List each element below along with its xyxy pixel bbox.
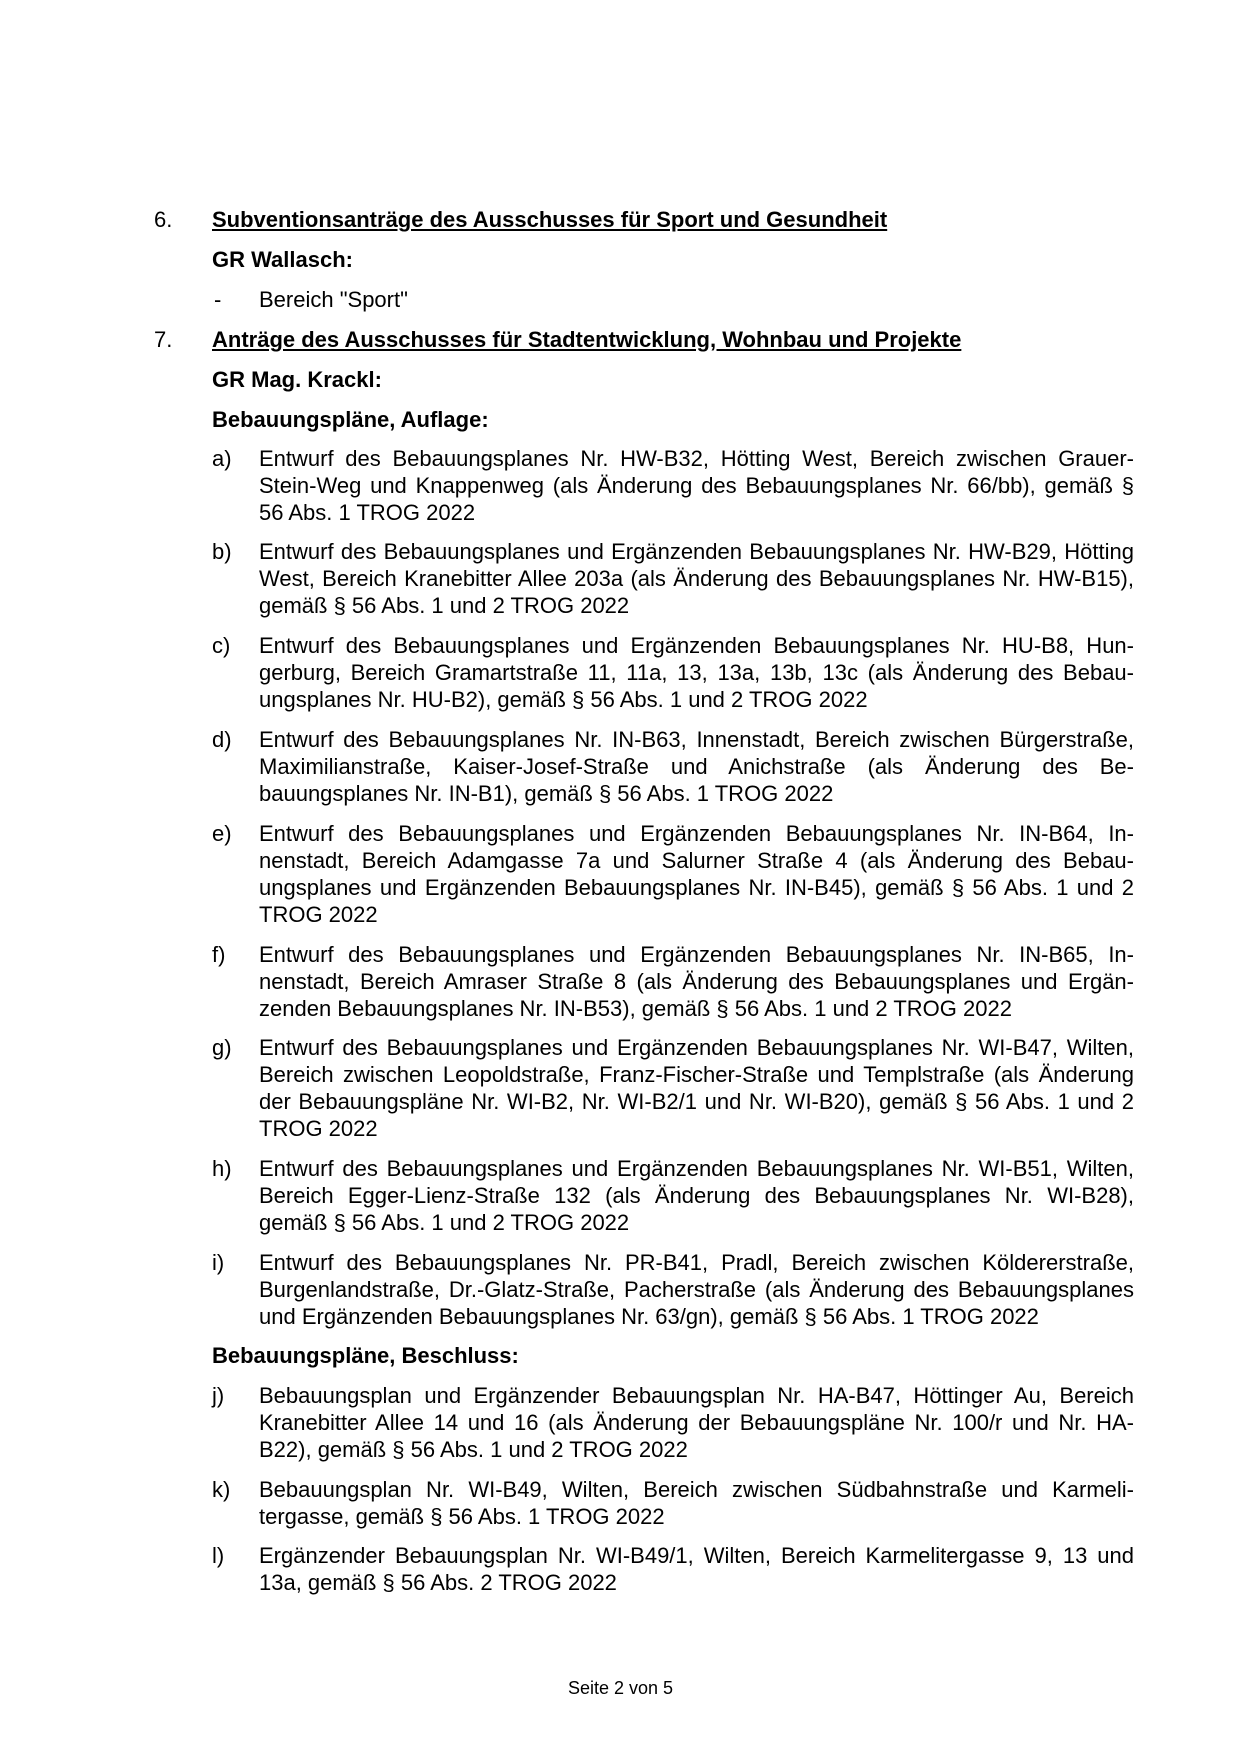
list-item-l [212,1542,1134,1596]
section-speaker-7: GR Mag. Krackl: [212,367,382,392]
section-speaker-6: GR Wallasch: [212,247,353,272]
list-item-text: Entwurf des Bebauungsplanes und Ergänzenden Bebauungsplanes Nr. IN-B64, Innenstadt, Bereich Adamgasse 7a und Salurner Straße 4 (als Änderung des Bebauungsplanes und Ergänzenden Bebauungsplanes Nr. IN-B45), gemäß § 56 Abs. 1 und 2 TROG 2022 [259,821,1134,927]
list-item-a [212,445,1134,526]
list-item-g [212,1034,1134,1142]
list-item-text: Bebauungsplan Nr. WI-B49, Wilten, Bereich zwischen Südbahnstraße und Karmelitergasse, gemäß § 56 Abs. 1 TROG 2022 [259,1477,1134,1529]
list-item-letter: c) [212,633,231,658]
list-item-letter: a) [212,446,232,471]
list-item-letter: g) [212,1035,232,1060]
list-item-letter: i) [212,1250,225,1275]
bullet-item-sport: Bereich "Sport" [259,287,408,312]
page-footer: Seite 2 von 5 [567,1678,674,1698]
list-item-i [212,1249,1134,1330]
list-item-letter: e) [212,821,232,846]
section-number-6: 6. [154,207,173,232]
list-item-text: Entwurf des Bebauungsplanes Nr. HW-B32, Hötting West, Bereich zwischen Grauer-Stein-Weg und Knappenweg (als Änderung des Bebauungsplanes Nr. 66/bb), gemäß § 56 Abs. 1 TROG 2022 [259,446,1134,525]
list-item-b [212,538,1134,619]
bullet-dash: - [214,287,222,312]
list-item-letter: f) [212,942,226,967]
list-item-text: Entwurf des Bebauungsplanes und Ergänzenden Bebauungsplanes Nr. WI-B47, Wilten, Bereich zwischen Leopoldstraße, Franz-Fischer-Straße und Templstraße (als Änderung der Bebauungspläne Nr. WI-B2, Nr. WI-B2/1 und Nr. WI-B20), gemäß § 56 Abs. 1 und 2 TROG 2022 [259,1035,1134,1141]
list-item-k [212,1476,1134,1530]
list-item-text: Entwurf des Bebauungsplanes Nr. IN-B63, Innenstadt, Bereich zwischen Bürgerstraße, Maximilianstraße, Kaiser-Josef-Straße und Anichstraße (als Änderung des Bebauungsplanes Nr. IN-B1), gemäß § 56 Abs. 1 TROG 2022 [259,727,1134,806]
section-number-7: 7. [154,327,173,352]
list-item-letter: b) [212,539,232,564]
list-item-j [212,1382,1134,1463]
list-item-f [212,941,1134,1022]
list-item-c [212,632,1134,713]
list-item-letter: d) [212,727,232,752]
list-item-letter: j) [212,1383,225,1408]
list-item-text: Entwurf des Bebauungsplanes Nr. PR-B41, Pradl, Bereich zwischen Köldererstraße, Burgenlandstraße, Dr.-Glatz-Straße, Pacherstraße (als Änderung des Bebauungsplanes und Ergänzenden Bebauungsplanes Nr. 63/gn), gemäß § 56 Abs. 1 TROG 2022 [259,1250,1134,1329]
list-item-text: Entwurf des Bebauungsplanes und Ergänzenden Bebauungsplanes Nr. IN-B65, Innenstadt, Bereich Amraser Straße 8 (als Änderung des Bebauungsplanes und Ergänzenden Bebauungsplanes Nr. IN-B53), gemäß § 56 Abs. 1 und 2 TROG 2022 [259,942,1134,1021]
list-item-letter: l) [212,1543,225,1568]
list-item-letter: k) [212,1477,231,1502]
list-item-text: Entwurf des Bebauungsplanes und Ergänzenden Bebauungsplanes Nr. WI-B51, Wilten, Bereich Egger-Lienz-Straße 132 (als Änderung des Bebauungsplanes Nr. WI-B28), gemäß § 56 Abs. 1 und 2 TROG 2022 [259,1156,1134,1235]
list-item-d [212,726,1134,807]
section-title-7: Anträge des Ausschusses für Stadtentwicklung, Wohnbau und Projekte [212,327,962,352]
group-title-beschluss: Bebauungspläne, Beschluss: [212,1343,519,1368]
list-item-h [212,1155,1134,1236]
list-item-text: Ergänzender Bebauungsplan Nr. WI-B49/1, Wilten, Bereich Karmelitergasse 9, 13 und 13a, gemäß § 56 Abs. 2 TROG 2022 [259,1543,1134,1595]
group-title-auflage: Bebauungspläne, Auflage: [212,407,489,432]
list-item-text: Bebauungsplan und Ergänzender Bebauungsplan Nr. HA-B47, Höttinger Au, Bereich Kranebitter Allee 14 und 16 (als Änderung der Bebauungspläne Nr. 100/r und Nr. HA-B22), gemäß § 56 Abs. 1 und 2 TROG 2022 [259,1383,1134,1462]
list-item-e [212,820,1134,928]
list-item-text: Entwurf des Bebauungsplanes und Ergänzenden Bebauungsplanes Nr. HU-B8, Hungerburg, Bereich Gramartstraße 11, 11a, 13, 13a, 13b, 13c (als Änderung des Bebauungsplanes Nr. HU-B2), gemäß § 56 Abs. 1 und 2 TROG 2022 [259,633,1134,712]
section-title-6: Subventionsanträge des Ausschusses für Sport und Gesundheit [212,207,888,232]
list-item-letter: h) [212,1156,232,1181]
list-item-text: Entwurf des Bebauungsplanes und Ergänzenden Bebauungsplanes Nr. HW-B29, Hötting West, Bereich Kranebitter Allee 203a (als Änderung des Bebauungsplanes Nr. HW-B15), gemäß § 56 Abs. 1 und 2 TROG 2022 [259,539,1134,618]
